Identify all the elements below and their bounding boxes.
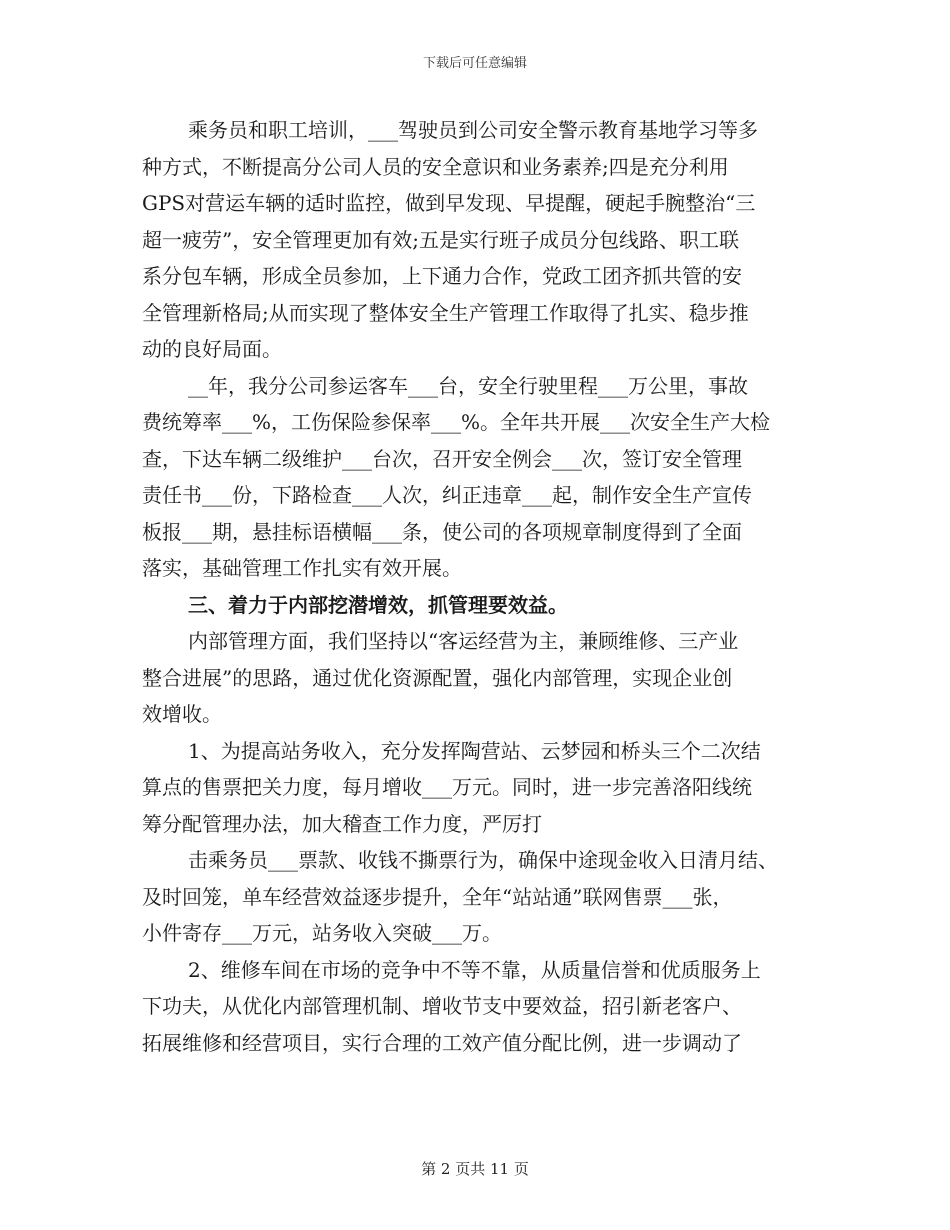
text-line: 查，下达车辆二级维护___台次，召开安全例会___次，签订安全管理 [142,446,742,471]
text-line: 下功夫，从优化内部管理机制、增收节支中要效益，招引新老客户、 [142,994,742,1018]
text-line: 内部管理方面，我们坚持以“客运经营为主，兼顾维修、三产业 [188,629,739,653]
text-line: 算点的售票把关力度，每月增收___万元。同时，进一步完善洛阳线统 [142,775,752,799]
section-heading: 三、着力于内部挖潜增效，抓管理要效益。 [188,592,568,617]
text-line: 筹分配管理办法，加大稽查工作力度，严厉打 [142,811,542,836]
document-body [142,112,832,1061]
page-footer: 第 2 页共 11 页 [421,1160,529,1178]
text-line: 系分包车辆，形成全员参加，上下通力合作，党政工团齐抓共管的安 [142,264,742,288]
text-line: 1、为提高站务收入，充分发挥陶营站、云梦园和桥头三个二次结 [188,738,761,763]
text-line: 效增收。 [142,702,222,726]
text-line: 击乘务员___票款、收钱不撕票行为，确保中途现金收入日清月结、 [188,848,778,872]
text-line: 整合进展”的思路，通过优化资源配置，强化内部管理，实现企业创 [142,665,733,690]
text-line: 超一疲劳”，安全管理更加有效;五是实行班子成员分包线路、职工联 [142,227,739,252]
text-line: 及时回笼，单车经营效益逐步提升，全年“站站通”联网售票___张， [142,884,733,909]
text-line: 2、维修车间在市场的竞争中不等不靠，从质量信誉和优质服务上 [188,957,761,982]
text-line: 小件寄存___万元，站务收入突破___万。 [142,921,502,945]
text-line: 种方式，不断提高分公司人员的安全意识和业务素养;四是充分利用 [142,154,729,179]
text-line: 板报___期，悬挂标语横幅___条，使公司的各项规章制度得到了全面 [142,519,742,544]
text-line: 动的良好局面。 [142,337,282,361]
text-line: 责任书___份，下路检查___人次，纠正违章___起，制作安全生产宣传 [142,483,752,507]
text-line: 全管理新格局;从而实现了整体安全生产管理工作取得了扎实、稳步推 [142,300,749,325]
text-line: 乘务员和职工培训，___驾驶员到公司安全警示教育基地学习等多 [188,118,758,142]
text-line: __年，我分公司参运客车___台，安全行驶里程___万公里，事故 [188,373,748,398]
page-header: 下载后可任意编辑 [422,56,527,71]
text-line: 费统筹率___%，工伤保险参保率___%。全年共开展___次安全生产大检 [142,410,771,434]
text-line: 拓展维修和经营项目，实行合理的工效产值分配比例，进一步调动了 [142,1030,742,1055]
text-line: 落实，基础管理工作扎实有效开展。 [142,556,462,580]
text-line: GPS对营运车辆的适时监控，做到早发现、早提醒，硬起手腕整治“三 [142,191,756,215]
